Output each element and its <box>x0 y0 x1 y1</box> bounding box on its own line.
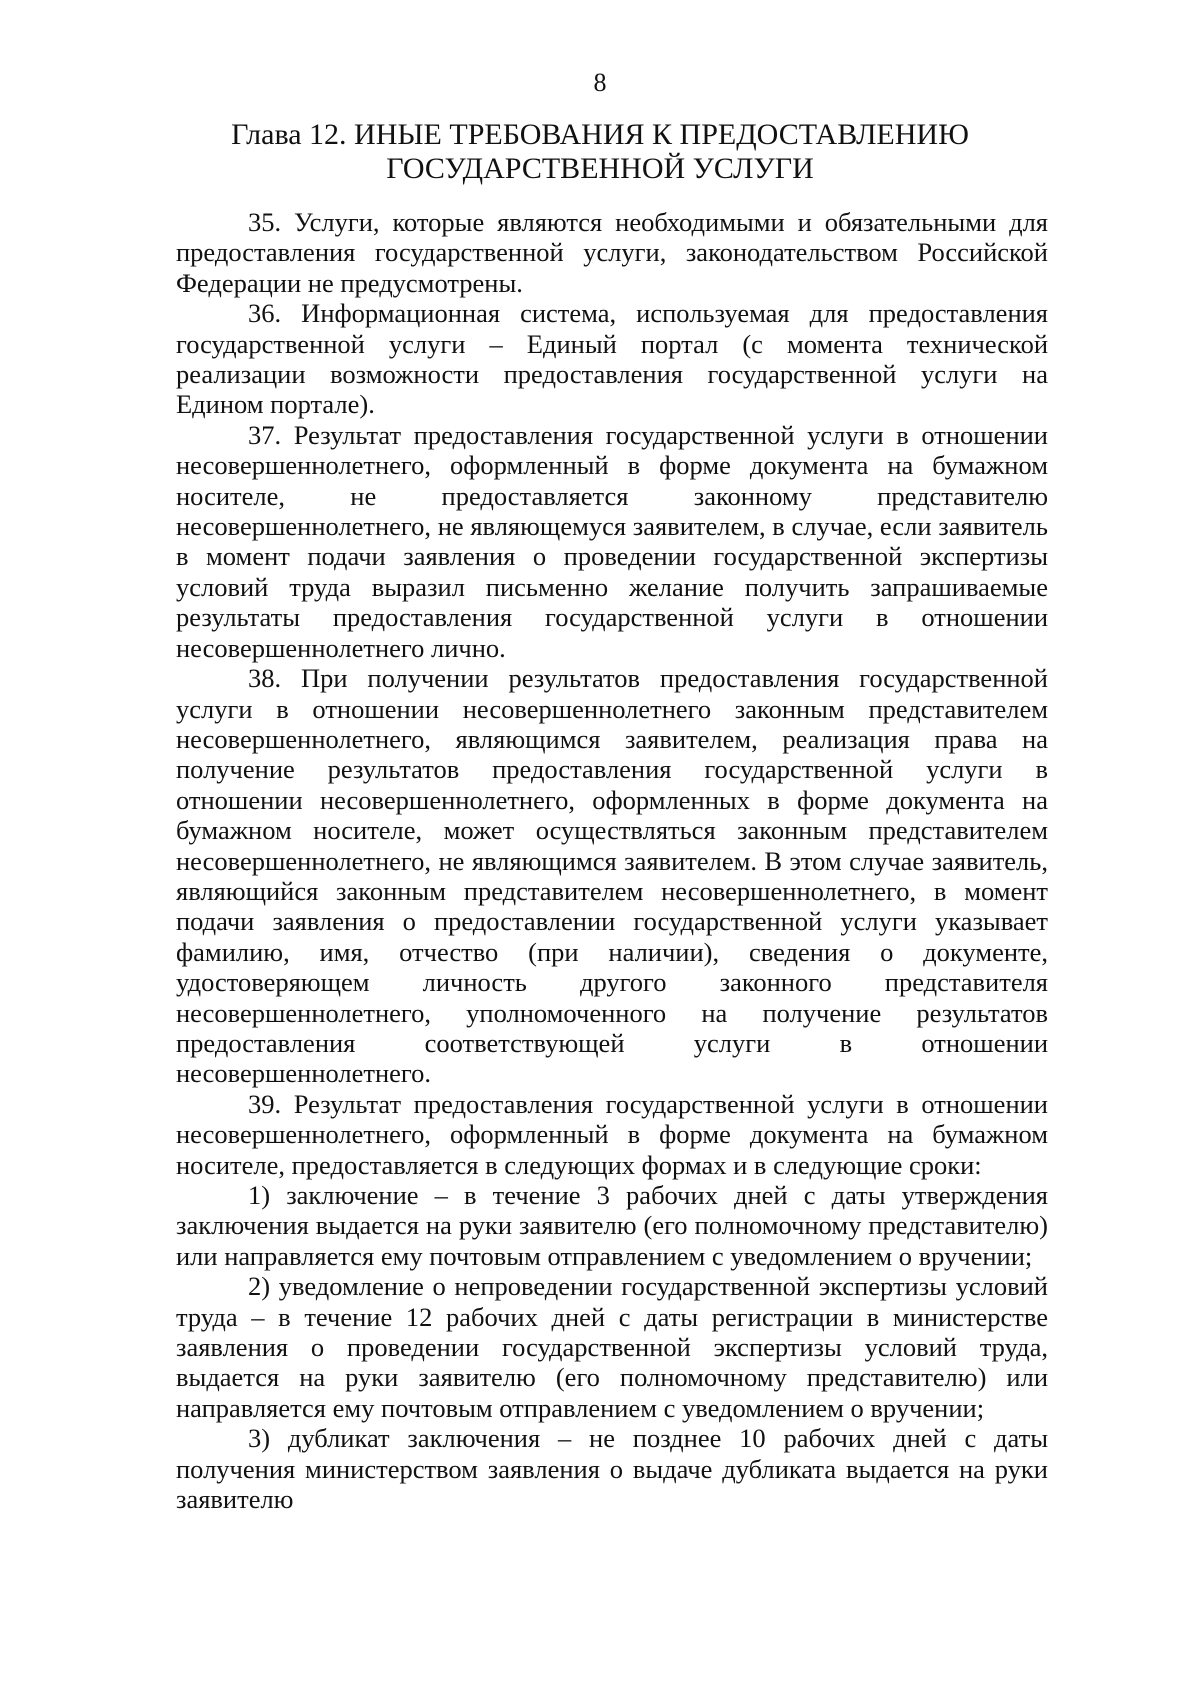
list-item-3: 3) дубликат заключения – не позднее 10 рабочих дней с даты получения министерством заявления о выдаче дубликата выдается на руки заявителю <box>176 1423 1048 1515</box>
paragraph-35: 35. Услуги, которые являются необходимыми и обязательными для предоставления государственной услуги, законодательством Российской Федерации не предусмотрены. <box>176 207 1048 298</box>
paragraph-37: 37. Результат предоставления государственной услуги в отношении несовершеннолетнего, оформленный в форме документа на бумажном носителе, не предоставляется законному представителю несовершеннолетнего, не являющемуся заявителем, в случае, если заявитель в момент подачи заявления о проведении государственной экспертизы условий труда выразил письменно желание получить запрашиваемые результаты предоставления государственной услуги в отношении несовершеннолетнего лично. <box>176 419 1048 663</box>
chapter-title-line-1: Глава 12. ИНЫЕ ТРЕБОВАНИЯ К ПРЕДОСТАВЛЕНИЮ <box>231 118 969 151</box>
page-number: 8 <box>593 68 607 97</box>
paragraph-39: 39. Результат предоставления государственной услуги в отношении несовершеннолетнего, оформленный в форме документа на бумажном носителе, предоставляется в следующих формах и в следующие сроки: <box>176 1088 1048 1180</box>
list-item-2: 2) уведомление о непроведении государственной экспертизы условий труда – в течение 12 рабочих дней с даты регистрации в министерстве заявления о проведении государственной экспертизы условий труда, выдается на руки заявителю (его полномочному представителю) или направляется ему почтовым отправлением с уведомлением о вручении; <box>176 1271 1048 1423</box>
list-item-1: 1) заключение – в течение 3 рабочих дней с даты утверждения заключения выдается на руки заявителю (его полномочному представителю) или направляется ему почтовым отправлением с уведомлением о вручении; <box>176 1180 1048 1271</box>
document-body <box>176 207 1048 1514</box>
chapter-title <box>0 118 1200 186</box>
chapter-title-line-2: ГОСУДАРСТВЕННОЙ УСЛУГИ <box>386 152 814 185</box>
paragraph-36: 36. Информационная система, используемая для предоставления государственной услуги – Единый портал (с момента технической реализации возможности предоставления государственной услуги на Едином портале). <box>176 298 1048 420</box>
paragraph-38: 38. При получении результатов предоставления государственной услуги в отношении несовершеннолетнего законным представителем несовершеннолетнего, являющимся заявителем, реализация права на получение результатов предоставления государственной услуги в отношении несовершеннолетнего, оформленных в форме документа на бумажном носителе, может осуществляться законным представителем несовершеннолетнего, не являющимся заявителем. В этом случае заявитель, являющийся законным представителем несовершеннолетнего, в момент подачи заявления о предоставлении государственной услуги указывает фамилию, имя, отчество (при наличии), сведения о документе, удостоверяющем личность другого законного представителя несовершеннолетнего, уполномоченного на получение результатов предоставления соответствующей услуги в отношении несовершеннолетнего. <box>176 663 1048 1089</box>
